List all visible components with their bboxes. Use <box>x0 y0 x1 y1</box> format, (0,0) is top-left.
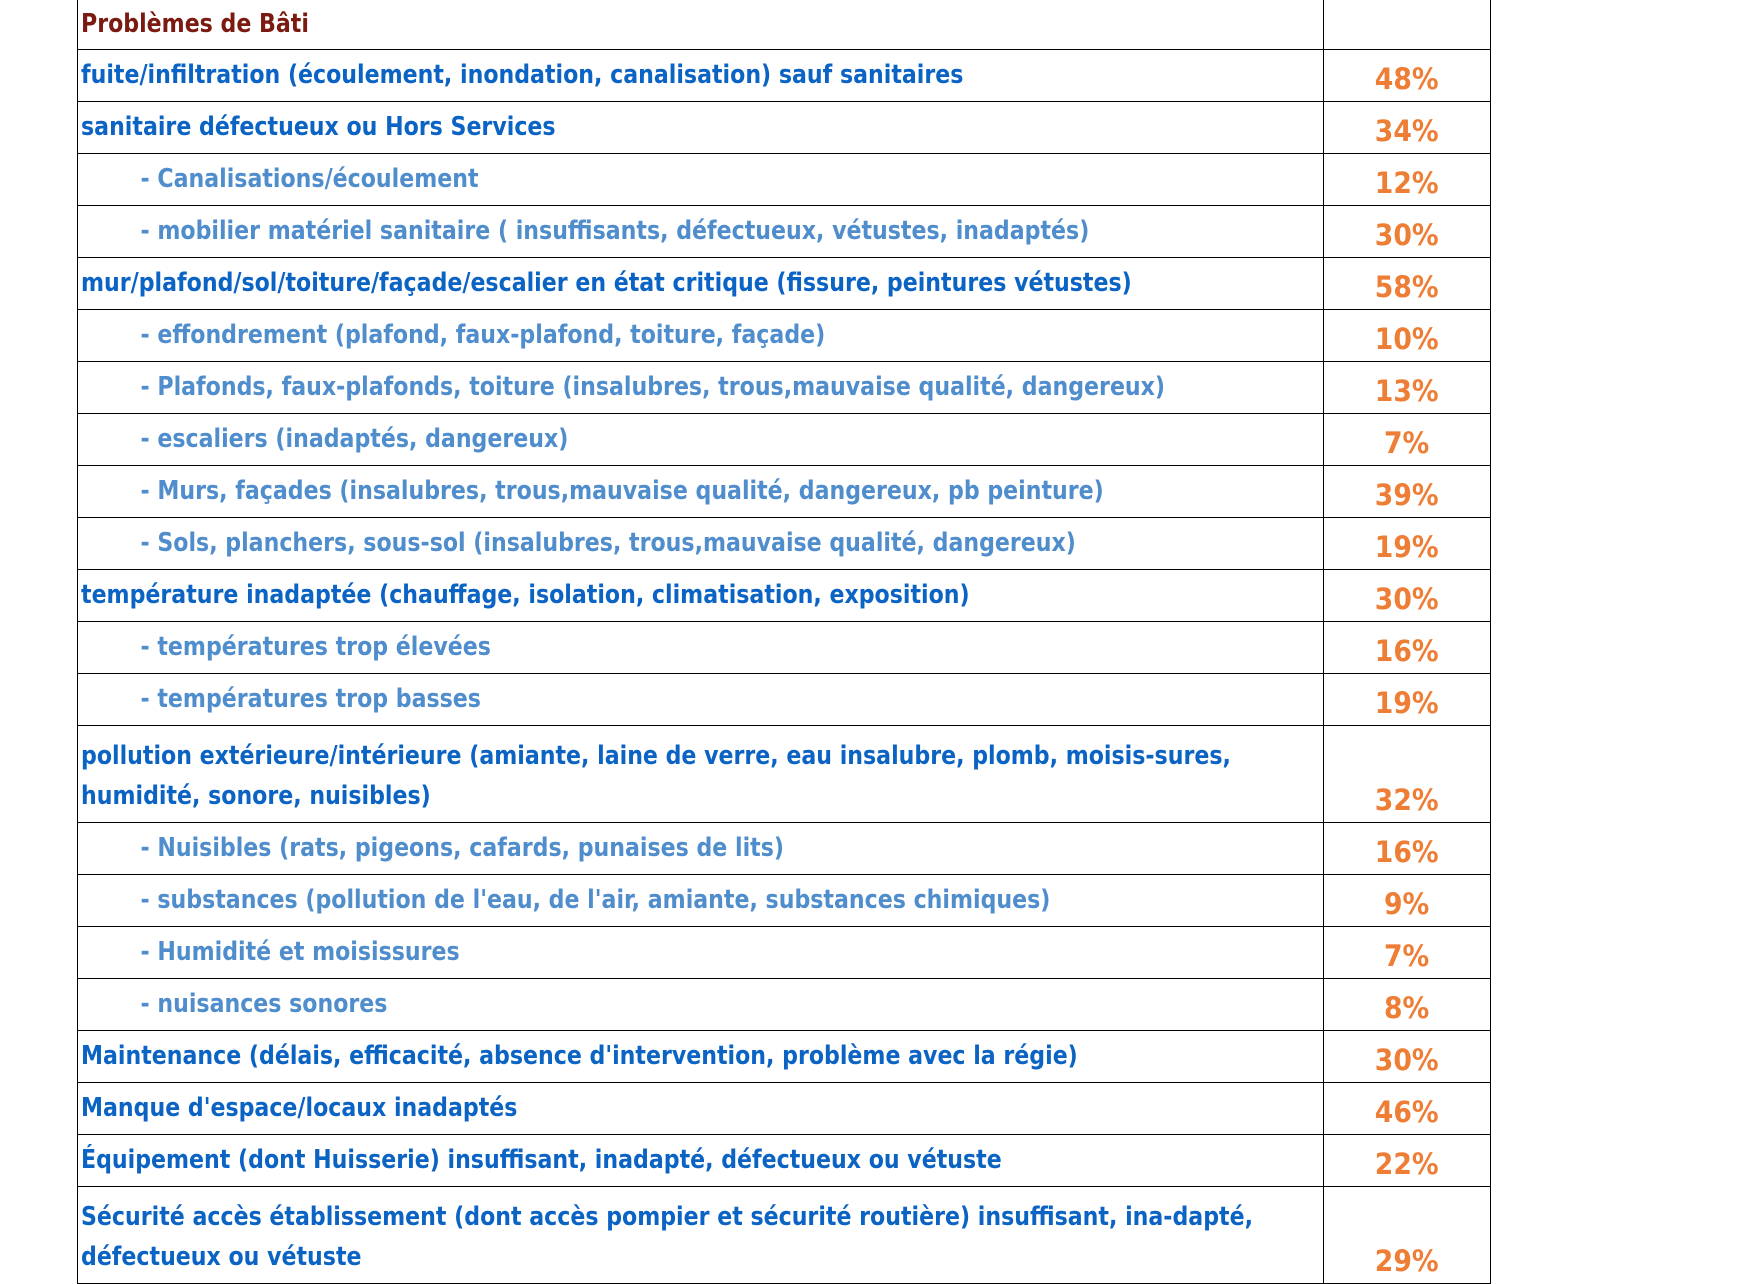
percentage-value: 30% <box>1374 218 1439 252</box>
sub-item-label: - substances (pollution de l'eau, de l'air, amiante, substances chimiques) <box>140 885 1051 915</box>
percentage-value: 34% <box>1374 114 1439 148</box>
row-value-cell <box>1323 1135 1490 1187</box>
percentage-value: 10% <box>1374 322 1439 356</box>
row-label-cell <box>78 979 1324 1031</box>
row-value-cell <box>1323 1083 1490 1135</box>
table-row <box>78 1083 1491 1135</box>
sub-item-label: - nuisances sonores <box>140 989 388 1019</box>
sub-item-label: - températures trop basses <box>140 684 481 714</box>
category-label: Équipement (dont Huisserie) insuffisant, inadapté, défectueux ou vétuste <box>81 1145 1002 1175</box>
row-label-cell <box>78 310 1324 362</box>
category-label: Manque d'espace/locaux inadaptés <box>81 1093 518 1123</box>
row-label-cell <box>78 154 1324 206</box>
table-row <box>78 258 1491 310</box>
sub-item-label: - Humidité et moisissures <box>140 937 460 967</box>
table-row <box>78 570 1491 622</box>
row-value-cell <box>1323 823 1490 875</box>
row-label-cell <box>78 206 1324 258</box>
row-label-cell <box>78 726 1324 823</box>
row-value-cell <box>1323 102 1490 154</box>
percentage-value: 19% <box>1374 530 1439 564</box>
row-value-cell <box>1323 622 1490 674</box>
row-label-cell <box>78 1187 1324 1284</box>
category-label: Maintenance (délais, efficacité, absence d'intervention, problème avec la régie) <box>81 1041 1078 1071</box>
percentage-value: 19% <box>1374 686 1439 720</box>
category-label: Sécurité accès établissement (dont accès pompier et sécurité routière) insuffisant, ina-dapté, défectueux ou vétuste <box>81 1202 1253 1272</box>
percentage-value: 7% <box>1384 426 1430 460</box>
header-value-cell <box>1323 0 1490 50</box>
row-value-cell <box>1323 979 1490 1031</box>
survey-table-body <box>78 0 1491 1284</box>
percentage-value: 58% <box>1374 270 1439 304</box>
category-label: température inadaptée (chauffage, isolation, climatisation, exposition) <box>81 580 970 610</box>
row-value-cell <box>1323 726 1490 823</box>
header-label-cell <box>78 0 1324 50</box>
row-value-cell <box>1323 154 1490 206</box>
percentage-value: 16% <box>1374 634 1439 668</box>
row-label-cell <box>78 570 1324 622</box>
sub-item-label: - Canalisations/écoulement <box>140 164 479 194</box>
percentage-value: 22% <box>1374 1147 1439 1181</box>
row-value-cell <box>1323 310 1490 362</box>
row-label-cell <box>78 875 1324 927</box>
table-row <box>78 875 1491 927</box>
table-row <box>78 823 1491 875</box>
category-label: pollution extérieure/intérieure (amiante, laine de verre, eau insalubre, plomb, moisis-sures, humidité, sonore, nuisibles) <box>81 741 1231 811</box>
percentage-value: 16% <box>1374 835 1439 869</box>
row-label-cell <box>78 102 1324 154</box>
table-row <box>78 154 1491 206</box>
row-label-cell <box>78 622 1324 674</box>
table-row <box>78 1031 1491 1083</box>
percentage-value: 30% <box>1374 1043 1439 1077</box>
sub-item-label: - températures trop élevées <box>140 632 491 662</box>
sub-item-label: - Nuisibles (rats, pigeons, cafards, punaises de lits) <box>140 833 784 863</box>
table-row <box>78 310 1491 362</box>
row-value-cell <box>1323 1187 1490 1284</box>
table-row <box>78 1187 1491 1284</box>
row-label-cell <box>78 1083 1324 1135</box>
survey-table <box>77 0 1491 1284</box>
sub-item-label: - Sols, planchers, sous-sol (insalubres, trous,mauvaise qualité, dangereux) <box>140 528 1076 558</box>
percentage-value: 9% <box>1384 887 1430 921</box>
row-value-cell <box>1323 570 1490 622</box>
table-row <box>78 362 1491 414</box>
sub-item-label: - escaliers (inadaptés, dangereux) <box>140 424 569 454</box>
sub-item-label: - Murs, façades (insalubres, trous,mauvaise qualité, dangereux, pb peinture) <box>140 476 1104 506</box>
category-label: mur/plafond/sol/toiture/façade/escalier en état critique (fissure, peintures vétustes) <box>81 268 1132 298</box>
table-row <box>78 466 1491 518</box>
table-row <box>78 518 1491 570</box>
row-label-cell <box>78 518 1324 570</box>
percentage-value: 39% <box>1374 478 1439 512</box>
row-label-cell <box>78 1031 1324 1083</box>
percentage-value: 46% <box>1374 1095 1439 1129</box>
category-label: sanitaire défectueux ou Hors Services <box>81 112 556 142</box>
row-value-cell <box>1323 362 1490 414</box>
row-label-cell <box>78 466 1324 518</box>
table-row <box>78 1135 1491 1187</box>
table-row <box>78 414 1491 466</box>
row-label-cell <box>78 50 1324 102</box>
sub-item-label: - mobilier matériel sanitaire ( insuffisants, défectueux, vétustes, inadaptés) <box>140 216 1090 246</box>
row-value-cell <box>1323 258 1490 310</box>
row-label-cell <box>78 927 1324 979</box>
row-value-cell <box>1323 206 1490 258</box>
row-value-cell <box>1323 927 1490 979</box>
percentage-value: 8% <box>1384 991 1430 1025</box>
percentage-value: 12% <box>1374 166 1439 200</box>
percentage-value: 7% <box>1384 939 1430 973</box>
percentage-value: 48% <box>1374 62 1439 96</box>
row-label-cell <box>78 258 1324 310</box>
sub-item-label: - effondrement (plafond, faux-plafond, toiture, façade) <box>140 320 826 350</box>
row-value-cell <box>1323 518 1490 570</box>
percentage-value: 29% <box>1374 1244 1439 1278</box>
table-title: Problèmes de Bâti <box>81 9 309 39</box>
percentage-value: 13% <box>1374 374 1439 408</box>
row-label-cell <box>78 823 1324 875</box>
row-label-cell <box>78 414 1324 466</box>
table-row <box>78 927 1491 979</box>
table-row <box>78 50 1491 102</box>
row-label-cell <box>78 674 1324 726</box>
table-row <box>78 206 1491 258</box>
row-label-cell <box>78 1135 1324 1187</box>
sub-item-label: - Plafonds, faux-plafonds, toiture (insalubres, trous,mauvaise qualité, dangereux) <box>140 372 1166 402</box>
row-value-cell <box>1323 875 1490 927</box>
row-value-cell <box>1323 674 1490 726</box>
percentage-value: 32% <box>1374 783 1439 817</box>
table-header-row <box>78 0 1491 50</box>
table-row <box>78 726 1491 823</box>
row-value-cell <box>1323 414 1490 466</box>
table-row <box>78 102 1491 154</box>
table-row <box>78 674 1491 726</box>
row-label-cell <box>78 362 1324 414</box>
percentage-value: 30% <box>1374 582 1439 616</box>
table-row <box>78 979 1491 1031</box>
row-value-cell <box>1323 1031 1490 1083</box>
category-label: fuite/infiltration (écoulement, inondation, canalisation) sauf sanitaires <box>81 60 964 90</box>
table-row <box>78 622 1491 674</box>
row-value-cell <box>1323 466 1490 518</box>
row-value-cell <box>1323 50 1490 102</box>
